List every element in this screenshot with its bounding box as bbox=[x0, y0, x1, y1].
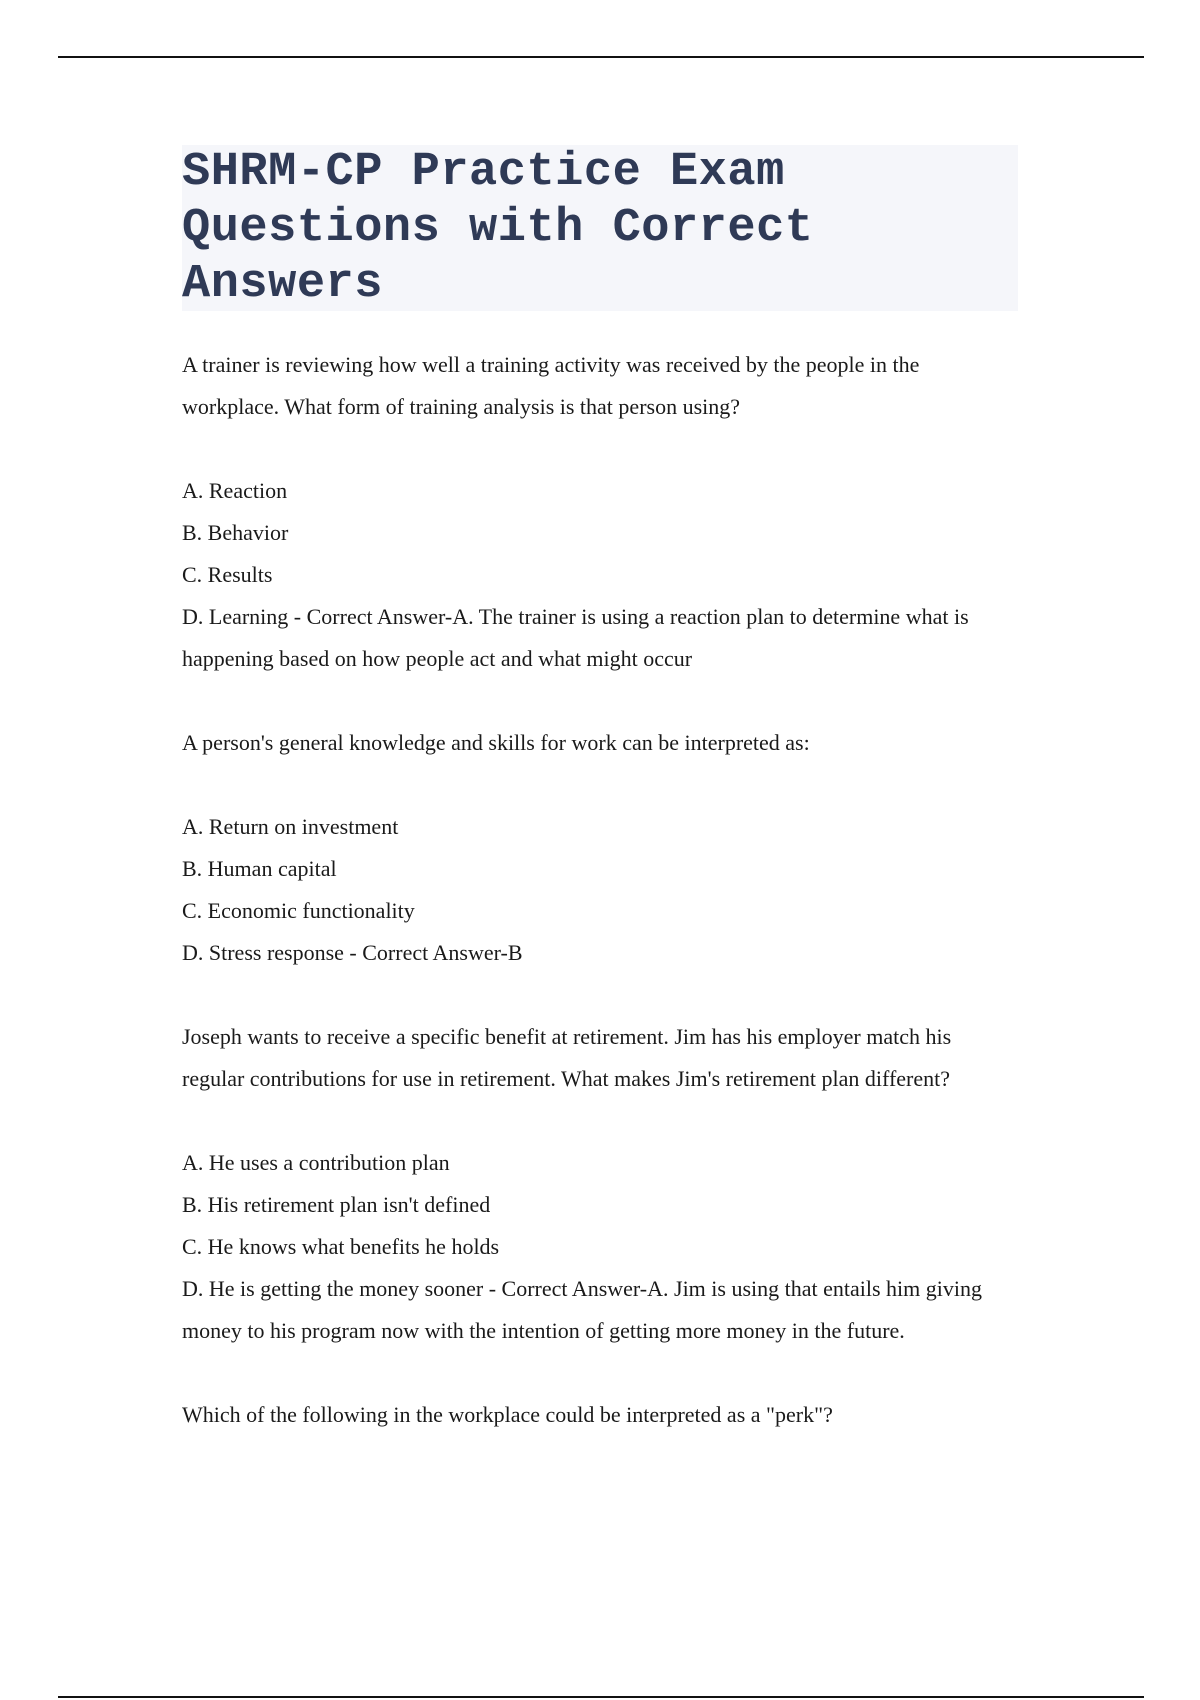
answer-options bbox=[182, 806, 1018, 974]
answer-option: C. He knows what benefits he holds bbox=[182, 1234, 500, 1259]
answer-option: C. Economic functionality bbox=[182, 898, 415, 923]
question-text: Joseph wants to receive a specific benefit at retirement. Jim has his employer match his regular contributions for use in retirement. What makes Jim's retirement plan different? bbox=[182, 1024, 952, 1091]
answer-option: B. Human capital bbox=[182, 856, 337, 881]
title-banner bbox=[182, 145, 1018, 311]
question-1 bbox=[182, 344, 1018, 680]
question-2 bbox=[182, 722, 1018, 974]
document-body bbox=[182, 145, 1018, 1436]
document-title: SHRM-CP Practice Exam Questions with Correct Answers bbox=[182, 146, 814, 311]
answer-option: D. Stress response - Correct Answer-B bbox=[182, 940, 523, 965]
answer-option: A. He uses a contribution plan bbox=[182, 1150, 450, 1175]
question-3 bbox=[182, 1016, 1018, 1352]
question-4 bbox=[182, 1394, 1018, 1436]
answer-option: B. Behavior bbox=[182, 520, 289, 545]
answer-option: A. Reaction bbox=[182, 478, 288, 503]
answer-option: D. Learning - Correct Answer-A. The trainer is using a reaction plan to determine what is happening based on how people act and what might occur bbox=[182, 604, 969, 671]
answer-option: B. His retirement plan isn't defined bbox=[182, 1192, 491, 1217]
answer-options bbox=[182, 1142, 1018, 1352]
question-text: A person's general knowledge and skills for work can be interpreted as: bbox=[182, 730, 810, 755]
question-text: A trainer is reviewing how well a training activity was received by the people in the workplace. What form of training analysis is that person using? bbox=[182, 352, 920, 419]
answer-option: A. Return on investment bbox=[182, 814, 399, 839]
question-text: Which of the following in the workplace could be interpreted as a "perk"? bbox=[182, 1402, 833, 1427]
answer-option: C. Results bbox=[182, 562, 273, 587]
top-rule bbox=[58, 56, 1144, 58]
bottom-rule bbox=[58, 1696, 1144, 1698]
answer-option: D. He is getting the money sooner - Correct Answer-A. Jim is using that entails him giving money to his program now with the intention of getting more money in the future. bbox=[182, 1276, 983, 1343]
answer-options bbox=[182, 470, 1018, 680]
